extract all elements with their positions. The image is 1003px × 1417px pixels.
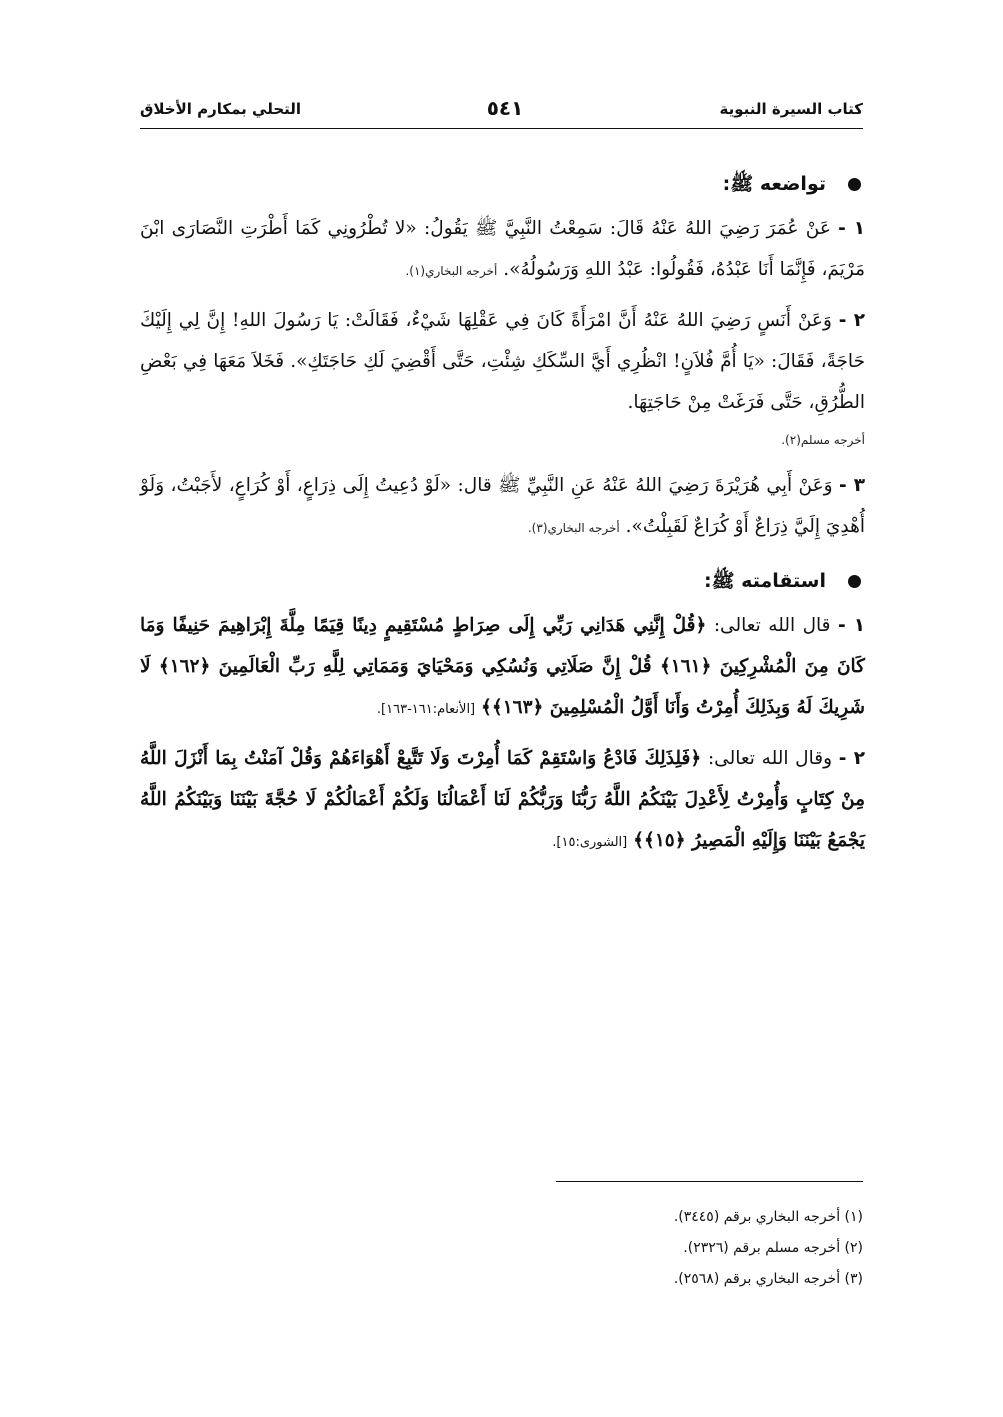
footnote: (٣) أخرجه البخاري برقم (٢٥٦٨). — [673, 1271, 863, 1287]
quran-verse: ﴿قُلْ إِنَّنِي هَدَانِي رَبِّي إِلَى صِرَاطٍ مُسْتَقِيمٍ دِينًا قِيَمًا مِلَّةَ إِبْرَاهِيمَ حَنِيفًا وَمَا كَانَ مِنَ الْمُشْرِكِينَ ﴿١٦١﴾ قُلْ إِنَّ صَلَاتِي وَنُسُكِي وَمَحْيَايَ وَمَمَاتِي لِلَّهِ رَبِّ الْعَالَمِينَ ﴿١٦٢﴾ لَا شَرِيكَ لَهُ وَبِذَلِكَ أُمِرْتُ وَأَنَا أَوَّلُ الْمُسْلِمِينَ ﴿١٦٣﴾﴾ — [140, 615, 865, 718]
header-rule — [140, 128, 863, 129]
verse-item — [140, 605, 865, 730]
verse-intro: قال الله تعالى: — [713, 615, 831, 636]
hadith-item — [140, 300, 865, 423]
hadith-item — [140, 208, 865, 292]
bullet-icon — [848, 178, 861, 191]
footnote: (٢) أخرجه مسلم برقم (٢٣٢٦). — [683, 1240, 863, 1256]
hadith-text: وَعَنْ أَنَسٍ رَضِيَ اللهُ عَنْهُ أَنَّ امْرَأَةً كَانَ فِي عَقْلِهَا شَيْءٌ، فَقَالَتْ: يَا رَسُولَ اللهِ! إِنَّ لِي إِلَيْكَ حَاجَةً، فَقَالَ: «يَا أُمَّ فُلاَنٍ! انْظُرِي أَيَّ السِّكَكِ شِئْتِ، حَتَّى أَقْضِيَ لَكِ حَاجَتَكِ». فَخَلاَ مَعَهَا فِي بَعْضِ الطُّرُقِ، حَتَّى فَرَغَتْ مِنْ حَاجَتِهَا. — [140, 310, 865, 413]
chapter-title: التحلي بمكارم الأخلاق — [140, 100, 302, 118]
verse-item — [140, 738, 865, 863]
item-number: ١ - — [838, 218, 865, 239]
item-number: ١ - — [837, 615, 865, 636]
section-heading-humility: تواضعه ﷺ: — [140, 160, 865, 208]
verse-reference: [الشورى:١٥]. — [552, 835, 628, 850]
page-number: ٥٤١ — [486, 96, 524, 120]
hadith-text: عَنْ عُمَرَ رَضِيَ اللهُ عَنْهُ قَالَ: سَمِعْتُ النَّبِيَّ ﷺ يَقُولُ: «لا تُطْرُونِي كَمَا أَطْرَتِ النَّصَارَى ابْنَ مَرْيَمَ، فَإِنَّمَا أَنَا عَبْدُهُ، فَقُولُوا: عَبْدُ اللهِ وَرَسُولُهُ». — [140, 218, 865, 280]
hadith-item — [140, 465, 865, 549]
item-number: ٣ - — [839, 475, 865, 496]
footnotes — [440, 1202, 863, 1295]
bullet-icon — [848, 575, 861, 588]
verse-intro: وقال الله تعالى: — [707, 748, 833, 769]
hadith-citation: أخرجه البخاري(١). — [405, 264, 498, 278]
hadith-citation: أخرجه مسلم(٢). — [781, 433, 865, 447]
book-title: كتاب السيرة النبوية — [719, 100, 863, 118]
hadith-citation: أخرجه البخاري(٣). — [527, 521, 620, 535]
running-header — [140, 96, 863, 126]
quran-verse: ﴿فَلِذَلِكَ فَادْعُ وَاسْتَقِمْ كَمَا أُمِرْتَ وَلَا تَتَّبِعْ أَهْوَاءَهُمْ وَقُلْ آمَنْتُ بِمَا أَنْزَلَ اللَّهُ مِنْ كِتَابٍ وَأُمِرْتُ لِأَعْدِلَ بَيْنَكُمُ اللَّهُ رَبُّنَا وَرَبُّكُمْ لَنَا أَعْمَالُنَا وَلَكُمْ أَعْمَالُكُمْ لَا حُجَّةَ بَيْنَنَا وَبَيْنَكُمُ اللَّهُ يَجْمَعُ بَيْنَنَا وَإِلَيْهِ الْمَصِيرُ ﴿١٥﴾﴾ — [140, 748, 865, 851]
main-text — [140, 160, 865, 871]
hadith-text: وَعَنْ أَبِي هُرَيْرَةَ رَضِيَ اللهُ عَنْهُ عَنِ النَّبِيِّ ﷺ قال: «لَوْ دُعِيتُ إِلَى ذِرَاعٍ، أَوْ كُرَاعٍ، لأَجَبْتُ، وَلَوْ أُهْدِيَ إِلَيَّ ذِرَاعٌ أَوْ كُرَاعٌ لَقَبِلْتُ». — [140, 475, 865, 537]
item-number: ٢ - — [838, 748, 866, 769]
footnote-rule — [556, 1181, 863, 1182]
item-number: ٢ - — [838, 310, 865, 331]
verse-reference: [الأنعام:١٦١-١٦٣]. — [376, 702, 476, 717]
footnote: (١) أخرجه البخاري برقم (٣٤٤٥). — [673, 1209, 863, 1225]
section-heading-uprightness: استقامته ﷺ: — [140, 557, 865, 605]
